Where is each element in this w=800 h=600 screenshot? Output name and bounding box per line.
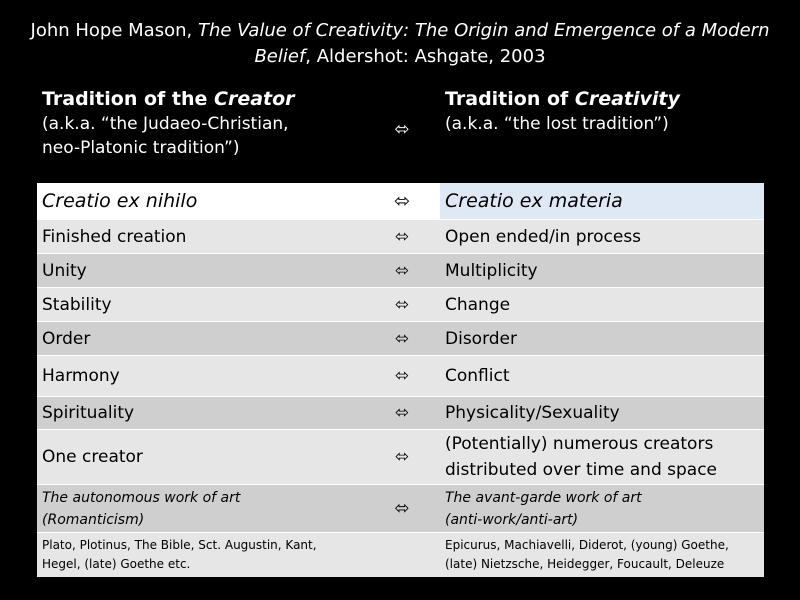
slide-title	[0, 18, 800, 70]
cell-left: Plato, Plotinus, The Bible, Sct. Augustin, Kant, Hegel, (late) Goethe etc.	[37, 533, 364, 578]
cell-right: Conflict	[440, 356, 764, 397]
table-row	[37, 485, 764, 533]
double-arrow-icon: ⬄	[364, 254, 440, 288]
header-creator: Tradition of the Creator (a.k.a. “the Judaeo-Christian, neo-Platonic tradition”)	[37, 77, 364, 183]
table-row	[37, 322, 764, 356]
table-row	[37, 288, 764, 322]
double-arrow-icon: ⬄	[364, 77, 440, 183]
double-arrow-icon: ⬄	[364, 430, 440, 485]
cell-left: Harmony	[37, 356, 364, 397]
cell-left: Finished creation	[37, 220, 364, 254]
cell-left: Order	[37, 322, 364, 356]
empty-cell	[364, 533, 440, 578]
double-arrow-icon: ⬄	[364, 485, 440, 533]
table-row	[37, 220, 764, 254]
table-row	[37, 254, 764, 288]
cell-left: The autonomous work of art (Romanticism)	[37, 485, 364, 533]
table-row	[37, 533, 764, 578]
title-book: The Value of Creativity: The Origin and Emergence of a Modern Belief	[197, 20, 770, 67]
double-arrow-icon: ⬄	[364, 397, 440, 430]
table-row	[37, 183, 764, 220]
title-publisher: , Aldershot: Ashgate, 2003	[305, 46, 546, 67]
title-author: John Hope Mason,	[30, 20, 198, 41]
table-row	[37, 430, 764, 485]
cell-right: (Potentially) numerous creators distributed over time and space	[440, 430, 764, 485]
cell-right: Multiplicity	[440, 254, 764, 288]
double-arrow-icon: ⬄	[364, 220, 440, 254]
cell-left: Stability	[37, 288, 364, 322]
table-header-row	[37, 77, 764, 183]
cell-right: Disorder	[440, 322, 764, 356]
cell-right: The avant-garde work of art (anti-work/anti-art)	[440, 485, 764, 533]
cell-left: One creator	[37, 430, 364, 485]
comparison-table	[37, 77, 764, 577]
cell-right: Open ended/in process	[440, 220, 764, 254]
cell-right: Physicality/Sexuality	[440, 397, 764, 430]
double-arrow-icon: ⬄	[364, 356, 440, 397]
cell-left: Creatio ex nihilo	[37, 183, 364, 220]
cell-right: Epicurus, Machiavelli, Diderot, (young) Goethe, (late) Nietzsche, Heidegger, Foucault, Deleuze	[440, 533, 764, 578]
table-row	[37, 397, 764, 430]
header-creativity: Tradition of Creativity (a.k.a. “the lost tradition”)	[440, 77, 764, 183]
cell-right: Change	[440, 288, 764, 322]
double-arrow-icon: ⬄	[364, 183, 440, 220]
cell-left: Unity	[37, 254, 364, 288]
double-arrow-icon: ⬄	[364, 322, 440, 356]
double-arrow-icon: ⬄	[364, 288, 440, 322]
cell-right: Creatio ex materia	[440, 183, 764, 220]
table-row	[37, 356, 764, 397]
cell-left: Spirituality	[37, 397, 364, 430]
